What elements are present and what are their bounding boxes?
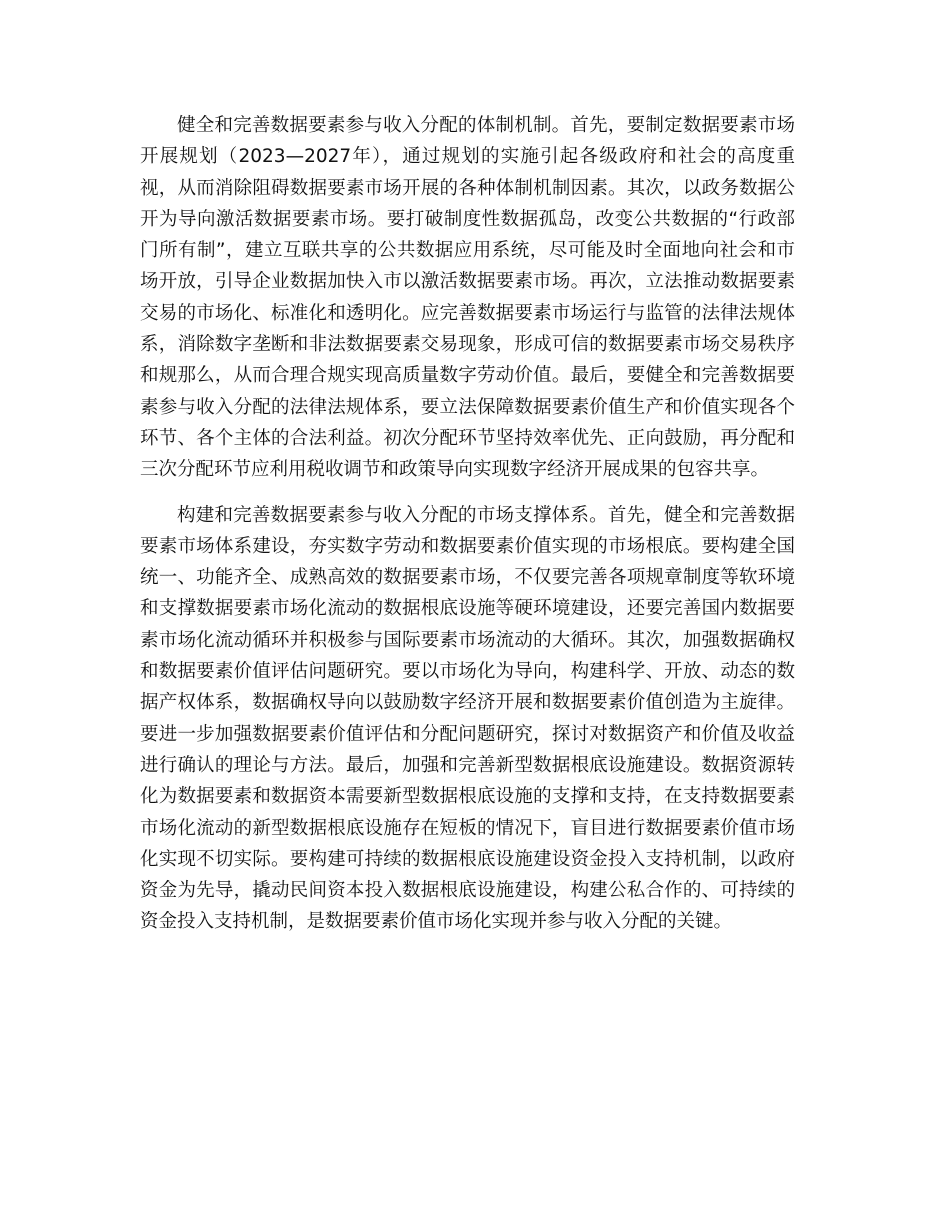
paragraph-market-support-system: 构建和完善数据要素参与收入分配的市场支撑体系。首先，健全和完善数据要素市场体系建设，夯实数字劳动和数据要素价值实现的市场根底。要构建全国统一、功能齐全、成熟高效的数据要素市场，不仅要完善各项规章制度等软环境和支撑数据要素市场化流动的数据根底设施等硬环境建设，还要完善国内数据要素市场化流动循环并积极参与国际要素市场流动的大循环。其次，加强数据确权和数据要素价值评估问题研究。要以市场化为导向，构建科学、开放、动态的数据产权体系，数据确权导向以鼓励数字经济开展和数据要素价值创造为主旋律。要进一步加强数据要素价值评估和分配问题研究，探讨对数据资产和价值及收益进行确认的理论与方法。最后，加强和完善新型数据根底设施建设。数据资源转化为数据要素和数据资本需要新型数据根底设施的支撑和支持，在支持数据要素市场化流动的新型数据根底设施存在短板的情况下，盲目进行数据要素价值市场化实现不切实际。要构建可持续的数据根底设施建设资金投入支持机制，以政府资金为先导，撬动民间资本投入数据根底设施建设，构建公私合作的、可持续的资金投入支持机制，是数据要素价值市场化实现并参与收入分配的关键。: [140, 504, 795, 933]
document-page: [140, 110, 795, 952]
paragraph-institutional-mechanism: 健全和完善数据要素参与收入分配的体制机制。首先，要制定数据要素市场开展规划（2023—2027年），通过规划的实施引起各级政府和社会的高度重视，从而消除阻碍数据要素市场开展的各种体制机制因素。其次，以政务数据公开为导向激活数据要素市场。要打破制度性数据孤岛，改变公共数据的“行政部门所有制”，建立互联共享的公共数据应用系统，尽可能及时全面地向社会和市场开放，引导企业数据加快入市以激活数据要素市场。再次，立法推动数据要素交易的市场化、标准化和透明化。应完善数据要素市场运行与监管的法律法规体系，消除数字垄断和非法数据要素交易现象，形成可信的数据要素市场交易秩序和规那么，从而合理合规实现高质量数字劳动价值。最后，要健全和完善数据要素参与收入分配的法律法规体系，要立法保障数据要素价值生产和价值实现各个环节、各个主体的合法利益。初次分配环节坚持效率优先、正向鼓励，再分配和三次分配环节应利用税收调节和政策导向实现数字经济开展成果的包容共享。: [140, 115, 795, 481]
